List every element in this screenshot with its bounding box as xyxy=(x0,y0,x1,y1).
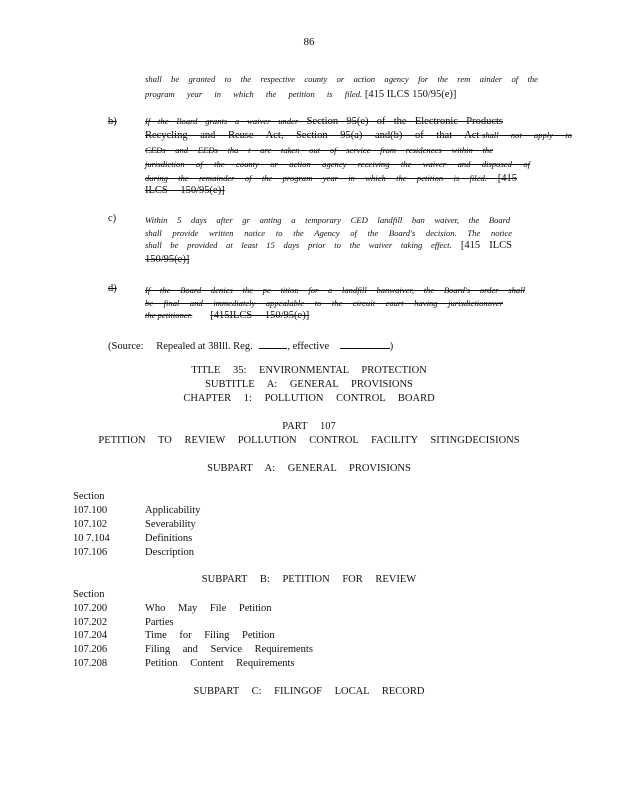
subpart-c-heading: SUBPART C: FILINGOF LOCAL RECORD xyxy=(193,686,425,697)
source-note-close: ) xyxy=(389,341,394,352)
part-title: PETITION TO REVIEW POLLUTION CONTROL FACILITY SITINGDECISIONS xyxy=(98,435,520,446)
section-number: 107.206 xyxy=(73,644,108,655)
section-title: Applicability xyxy=(145,505,201,516)
source-note-text: Repealed at 38Ill. Reg. xyxy=(156,341,253,352)
section-number: 107.106 xyxy=(73,547,108,558)
item-c-line-3-cite: [415 ILCS xyxy=(460,240,513,251)
subpart-a-heading: SUBPART A: GENERAL PROVISIONS xyxy=(207,463,411,474)
source-note xyxy=(108,339,393,352)
section-title: Filing and Service Requirements xyxy=(145,644,313,655)
section-number: 107.200 xyxy=(73,603,108,614)
item-b-line-5 xyxy=(145,173,517,184)
subtitle-heading: SUBTITLE A: GENERAL PROVISIONS xyxy=(205,379,413,390)
section-number: 107.204 xyxy=(73,630,108,641)
part-heading: PART 107 xyxy=(282,421,336,432)
section-title: Who May File Petition xyxy=(145,603,272,614)
item-c-line-4: 150/95(e)] xyxy=(145,254,190,265)
continuation-citation: [415 ILCS 150/95(e)] xyxy=(364,89,457,100)
continuation-line-2 xyxy=(145,89,456,100)
source-note-mid: , effective xyxy=(287,341,330,352)
title-heading: TITLE 35: ENVIRONMENTAL PROTECTION xyxy=(191,365,427,376)
item-b-line-1-italic: If the Board grants a waiver under xyxy=(145,116,299,126)
continuation-line-1: shall be granted to the respective county or action agency for the rem ainder of the xyxy=(145,74,538,84)
item-c-line-1: Within 5 days after gr anting a temporary CED landfill ban waiver, the Board xyxy=(145,215,510,225)
continuation-text: program year in which the petition is filed. xyxy=(145,89,363,99)
item-b-line-5-italic: during the remainder of the program year in which the petition is filed. xyxy=(145,173,487,183)
item-d-line-3-italic: the petitioner. xyxy=(145,310,193,320)
item-b-line-2-plain: Recycling and Reuse Act, Section 95(a) and(b) of that Act xyxy=(145,130,480,141)
item-b-line-6: ILCS 150/95(e)] xyxy=(145,185,225,196)
section-title: Parties xyxy=(145,617,174,628)
item-b-line-3: CEDs and EEDs tha t are taken out of service from residences within the xyxy=(145,145,493,155)
section-number: 107.202 xyxy=(73,617,108,628)
section-title: Petition Content Requirements xyxy=(145,658,295,669)
effective-date-blank xyxy=(340,339,390,349)
item-b-label: b) xyxy=(108,116,117,127)
item-c-line-3-italic: shall be provided at least 15 days prior to the waiver taking effect. xyxy=(145,240,452,250)
subpart-b-section-label: Section xyxy=(73,589,105,600)
section-number: 107.100 xyxy=(73,505,108,516)
item-d-line-3 xyxy=(145,310,309,321)
item-c-line-2: shall provide written notice to the Agency of the Board's decision. The notice xyxy=(145,228,512,238)
subpart-a-section-label: Section xyxy=(73,491,105,502)
section-title: Severability xyxy=(145,519,196,530)
item-b-line-4: jurisdiction of the county or action agency receiving the waiver and disposed of xyxy=(145,159,530,169)
section-title: Time for Filing Petition xyxy=(145,630,275,641)
item-b-line-2 xyxy=(145,130,572,141)
section-number: 107.102 xyxy=(73,519,108,530)
item-d-line-1: If the Board denies the pe tition for a landfill banwaiver, the Board's order shall xyxy=(145,285,525,295)
item-b-line-5-cite: [415 xyxy=(497,173,517,184)
item-b-line-2-italic: shall not apply to xyxy=(481,130,572,140)
section-title: Description xyxy=(145,547,194,558)
section-number: 107.208 xyxy=(73,658,108,669)
item-d-label: d) xyxy=(108,283,117,294)
item-c-label: c) xyxy=(108,213,117,224)
source-note-open: (Source: xyxy=(108,341,144,352)
register-volume-blank xyxy=(259,339,287,349)
section-number: 10 7.104 xyxy=(73,533,110,544)
section-title: Definitions xyxy=(145,533,193,544)
page-number: 86 xyxy=(303,36,315,48)
item-d-line-3-cite: [415ILCS 150/95(e)] xyxy=(210,310,310,321)
item-d-line-2: be final and immediately appealable to the circuit court having jurisdictionover xyxy=(145,298,503,308)
subpart-b-heading: SUBPART B: PETITION FOR REVIEW xyxy=(201,574,417,585)
item-b-line-1 xyxy=(145,116,503,127)
item-c-line-3 xyxy=(145,240,512,251)
item-b-line-1-plain: Section 95(e) of the Electronic Products xyxy=(306,116,503,127)
chapter-heading: CHAPTER 1: POLLUTION CONTROL BOARD xyxy=(183,393,435,404)
